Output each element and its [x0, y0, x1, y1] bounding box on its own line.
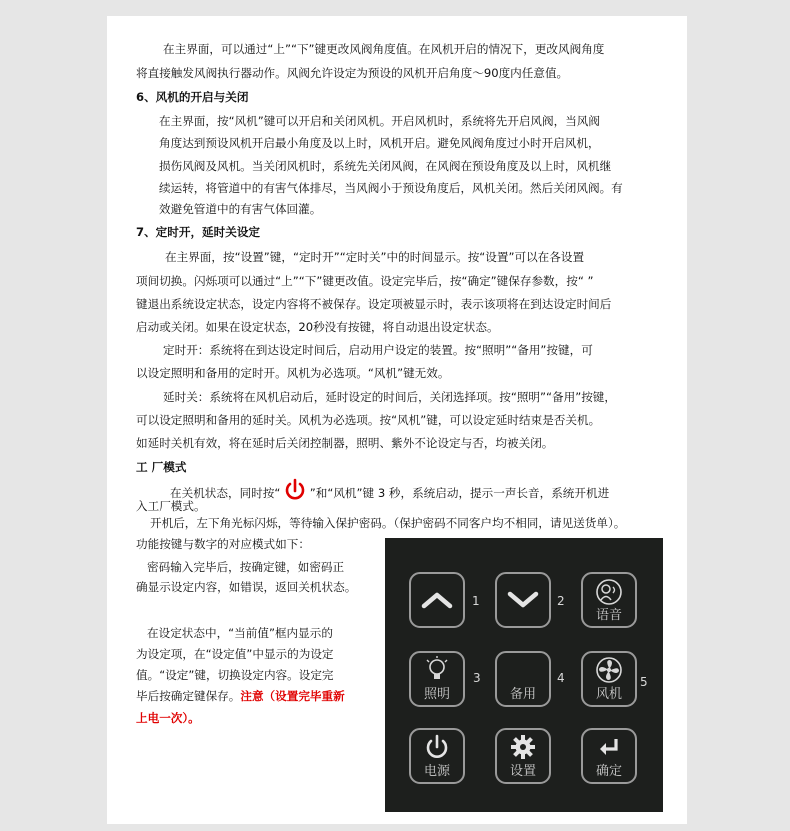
power-key [409, 728, 465, 784]
paragraph-line: 角度达到预设风机开启最小角度及以上时，风机开启。避免风阀角度过小时开启风机， [159, 136, 600, 150]
bulb-icon [424, 656, 450, 684]
text-fragment: ”和“风机”键 3 秒，系统启动，提示一声长音，系统开机进 [309, 486, 610, 500]
text-fragment: 毕后按确定键保存。 [136, 689, 241, 703]
paragraph-line [136, 685, 345, 707]
paragraph-line: 值。“设定”键，切换设定内容。设定完 [136, 668, 334, 682]
paragraph-line: 启动或关闭。如果在设定状态，20秒没有按键，将自动退出设定状态。 [136, 320, 499, 334]
paragraph-line: 功能按键与数字的对应模式如下： [136, 537, 310, 551]
enter-icon [596, 737, 622, 759]
section-heading-7: 7、定时开，延时关设定 [136, 225, 261, 239]
paragraph-line: 密码输入完毕后，按确定键，如密码正 [147, 560, 345, 574]
paragraph-line: 在主界面，按“设置”键，“定时开”“定时关”中的时间显示。按“设置”可以在各设置 [165, 250, 585, 264]
paragraph-line: 开机后，左下角光标闪烁，等待输入保护密码。（保护密码不同客户均不相同，请见送货单）。 [150, 516, 626, 530]
key-number: 1 [472, 594, 480, 608]
key-number: 4 [557, 671, 565, 685]
warning-note: 注意（设置完毕重新 [240, 689, 345, 703]
text-fragment: 在关机状态，同时按“ [170, 486, 281, 500]
settings-key [495, 728, 551, 784]
key-label: 备用 [509, 687, 536, 702]
paragraph-line: 延时关：系统将在风机启动后，延时设定的时间后，关闭选择项。按“照明”“备用”按键， [163, 390, 616, 404]
paragraph-line: 为设定项，在“设定值”中显示的为设定 [136, 647, 334, 661]
up-key [409, 572, 465, 628]
key-label: 确定 [595, 764, 622, 779]
down-key [495, 572, 551, 628]
keypad-photo [385, 538, 663, 812]
down-arrow-icon [506, 590, 540, 610]
paragraph-line: 以设定照明和备用的定时开。风机为必选项。“风机”键无效。 [136, 366, 450, 380]
key-number: 5 [640, 675, 648, 689]
key-label: 风机 [595, 687, 622, 702]
paragraph-line: 确显示设定内容，如错误，返回关机状态。 [136, 580, 357, 594]
key-number: 3 [473, 671, 481, 685]
power-icon [284, 478, 306, 509]
lighting-key [409, 651, 465, 707]
key-number: 2 [557, 594, 565, 608]
paragraph-line: 在主界面，可以通过“上”“下”键更改风阀角度值。在风机开启的情况下，更改风阀角度 [163, 42, 605, 56]
warning-note: 上电一次）。 [136, 711, 200, 725]
paragraph-line: 效避免管道中的有害气体回灌。 [159, 202, 322, 216]
key-label: 电源 [423, 764, 450, 779]
key-label: 设置 [509, 764, 536, 779]
standby-key [495, 651, 551, 707]
fan-icon [595, 656, 623, 684]
paragraph-line: 续运转，将管道中的有害气体排尽，当风阀小于预设角度后，风机关闭。然后关闭风阀。有 [159, 181, 623, 195]
paragraph-line: 损伤风阀及风机。当关闭风机时，系统先关闭风阀，在风阀在预设角度及以上时，风机继 [159, 159, 612, 173]
fan-key [581, 651, 637, 707]
paragraph-line: 项间切换。闪烁项可以通过“上”“下”键更改值。设定完毕后，按“确定”键保存参数，按“ ” [136, 274, 594, 288]
up-arrow-icon [420, 590, 454, 610]
power-icon [424, 734, 450, 760]
paragraph-line: 在设定状态中，“当前值”框内显示的 [147, 626, 333, 640]
paragraph-line: 入工厂模式。 [136, 499, 206, 513]
section-heading-6: 6、风机的开启与关闭 [136, 90, 249, 104]
voice-icon [595, 578, 623, 606]
section-heading-factory: 工 厂模式 [136, 460, 187, 474]
gear-icon [510, 734, 536, 760]
paragraph-line: 定时开：系统将在到达设定时间后，启动用户设定的装置。按“照明”“备用”按键，可 [163, 343, 593, 357]
paragraph-line: 可以设定照明和备用的延时关。风机为必选项。按“风机”键，可以设定延时结束是否关机。 [136, 413, 601, 427]
paragraph-line: 如延时关机有效，将在延时后关闭控制器，照明、紫外不论设定与否，均被关闭。 [136, 436, 554, 450]
paragraph-line: 键退出系统设定状态，设定内容将不被保存。设定项被显示时，表示该项将在到达设定时间后 [136, 297, 612, 311]
key-label: 语音 [595, 608, 622, 623]
confirm-key [581, 728, 637, 784]
voice-key [581, 572, 637, 628]
paragraph-line: 在主界面，按“风机”键可以开启和关闭风机。开启风机时，系统将先开启风阀，当风阀 [159, 114, 600, 128]
paragraph-line: 将直接触发风阀执行器动作。风阀允许设定为预设的风机开启角度～90度内任意值。 [136, 66, 569, 80]
key-label: 照明 [423, 687, 450, 702]
paragraph-line [170, 478, 609, 509]
